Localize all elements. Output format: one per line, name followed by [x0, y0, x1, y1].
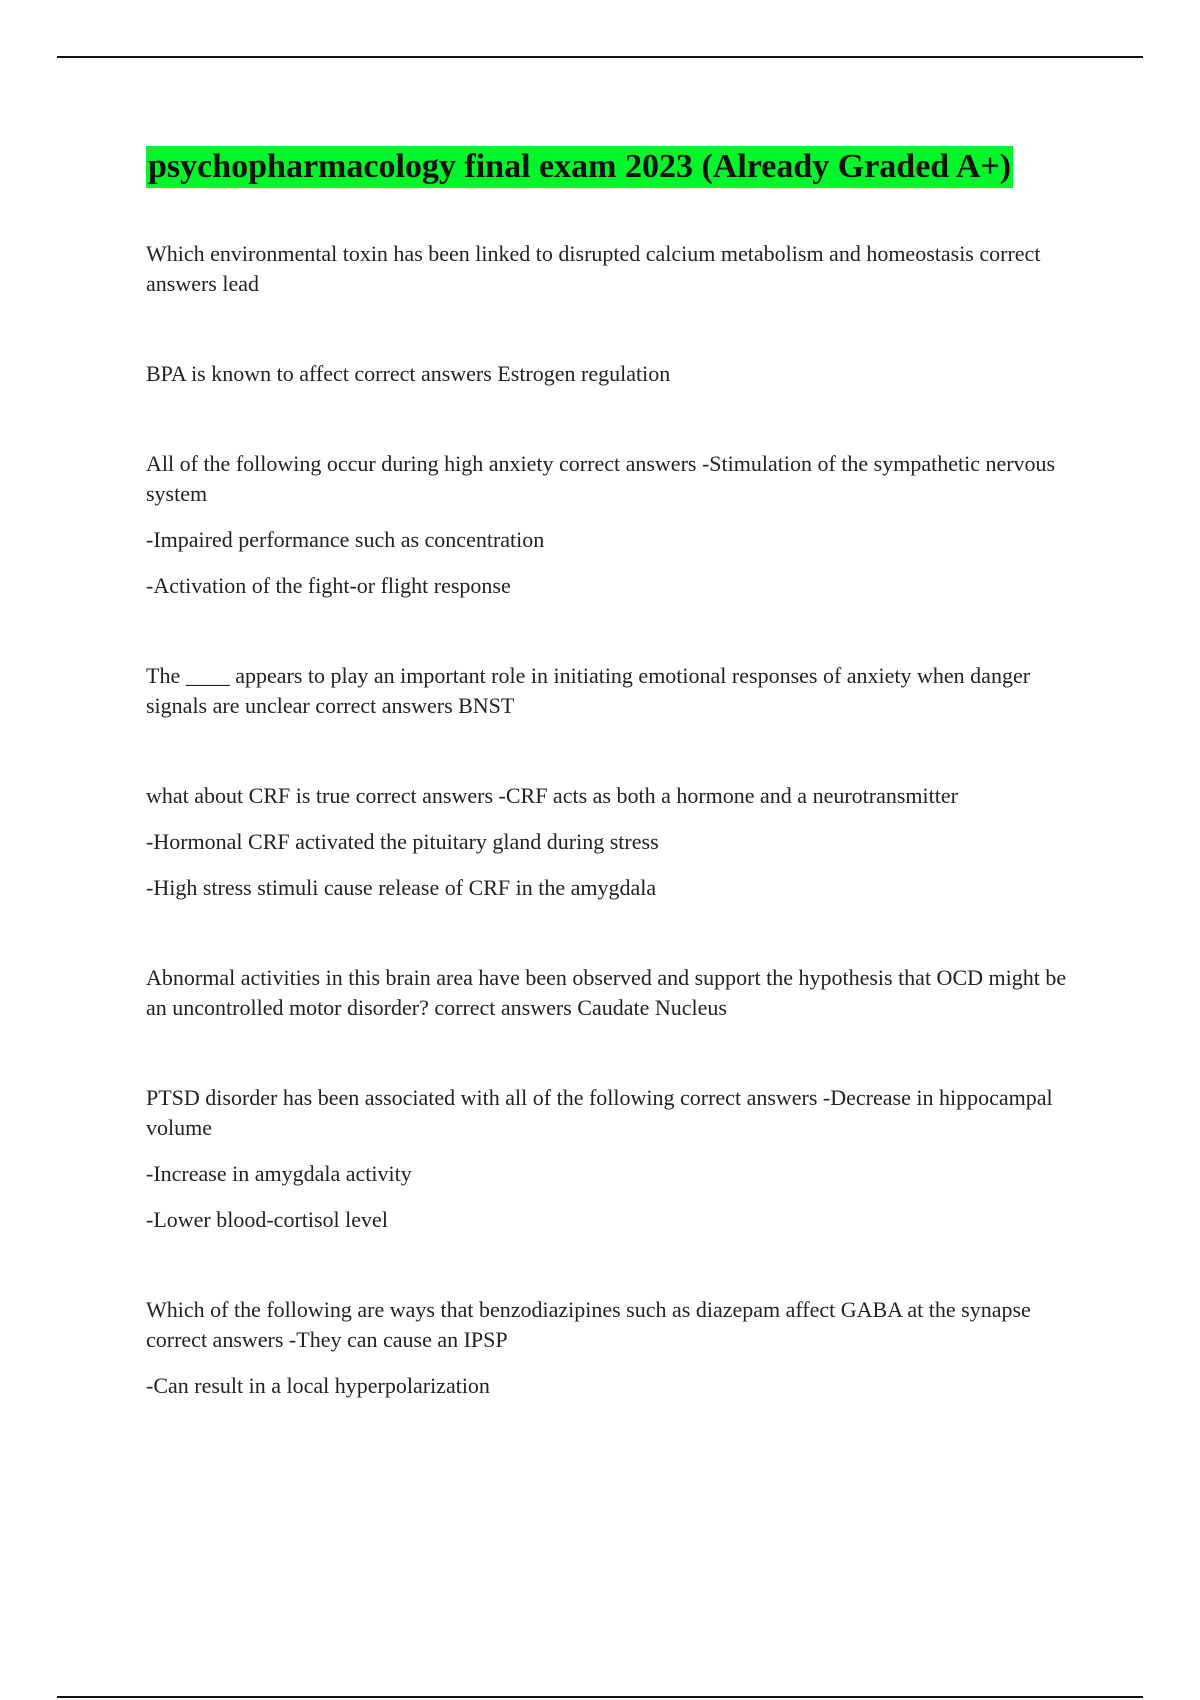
qa-item-4: [146, 661, 1076, 721]
qa-item-6: [146, 963, 1076, 1023]
document-body: [146, 146, 1076, 1401]
top-rule: [57, 56, 1143, 58]
qa-line: -Increase in amygdala activity: [146, 1161, 412, 1186]
qa-item-1: [146, 239, 1076, 299]
qa-line: -Hormonal CRF activated the pituitary gland during stress: [146, 829, 659, 854]
qa-line: PTSD disorder has been associated with all of the following correct answers -Decrease in hippocampal volume: [146, 1085, 1053, 1140]
qa-line: what about CRF is true correct answers -CRF acts as both a hormone and a neurotransmitter: [146, 783, 958, 808]
qa-line: The ____ appears to play an important role in initiating emotional responses of anxiety when danger signals are unclear correct answers BNST: [146, 663, 1031, 718]
qa-item-7: [146, 1083, 1076, 1235]
qa-line: Abnormal activities in this brain area have been observed and support the hypothesis that OCD might be an uncontrolled motor disorder? correct answers Caudate Nucleus: [146, 965, 1067, 1020]
document-title: psychopharmacology final exam 2023 (Already Graded A+): [146, 146, 1013, 188]
qa-line: -Activation of the fight-or flight response: [146, 573, 511, 598]
qa-item-8: [146, 1295, 1076, 1401]
qa-item-3: [146, 449, 1076, 601]
qa-line: All of the following occur during high anxiety correct answers -Stimulation of the sympathetic nervous system: [146, 451, 1056, 506]
qa-line: BPA is known to affect correct answers Estrogen regulation: [146, 361, 671, 386]
qa-line: -Can result in a local hyperpolarization: [146, 1373, 490, 1398]
qa-line: -High stress stimuli cause release of CRF in the amygdala: [146, 875, 657, 900]
qa-line: -Lower blood-cortisol level: [146, 1207, 388, 1232]
qa-item-2: [146, 359, 1076, 389]
qa-line: Which environmental toxin has been linked to disrupted calcium metabolism and homeostasis correct answers lead: [146, 241, 1041, 296]
bottom-rule: [57, 1696, 1143, 1698]
qa-item-5: [146, 781, 1076, 903]
qa-line: Which of the following are ways that benzodiazipines such as diazepam affect GABA at the synapse correct answers -They can cause an IPSP: [146, 1297, 1031, 1352]
qa-line: -Impaired performance such as concentration: [146, 527, 545, 552]
